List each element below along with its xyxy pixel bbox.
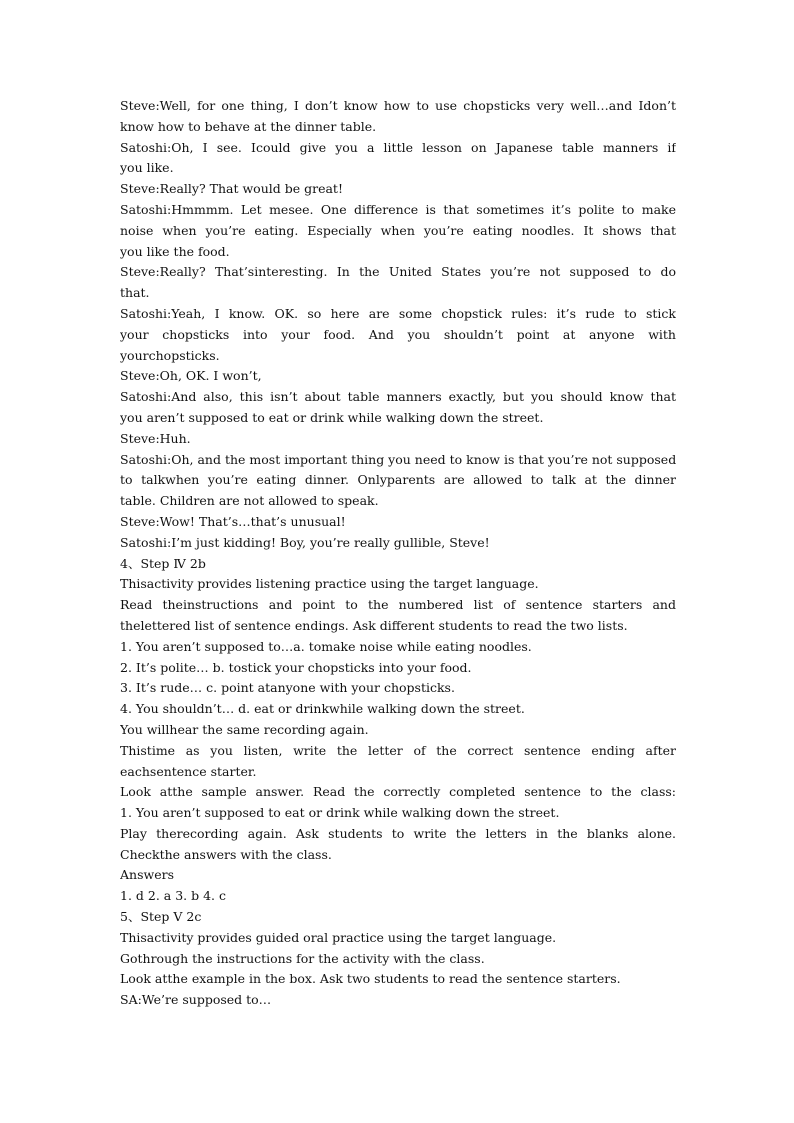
text-line: 1. You aren’t supposed to eat or drink while walking down the street.: [120, 805, 560, 821]
text-line: that.: [120, 285, 150, 301]
text-line: Read theinstructions and point to the numbered list of sentence starters and: [120, 597, 676, 613]
text-line: thelettered list of sentence endings. Ask different students to read the two lists.: [120, 617, 628, 633]
text-line: Steve:Huh.: [120, 430, 191, 446]
text-line: Steve:Oh, OK. I won’t,: [120, 368, 262, 384]
text-line: Satoshi:And also, this isn’t about table manners exactly, but you should know that: [120, 389, 676, 405]
answers-heading: Answers: [120, 867, 174, 883]
text-line: Thisactivity provides listening practice using the target language.: [120, 576, 539, 592]
text-line: Satoshi:I’m just kidding! Boy, you’re really gullible, Steve!: [120, 534, 490, 550]
text-line: SA:We’re supposed to…: [120, 992, 272, 1008]
text-line: you like.: [120, 160, 174, 176]
text-line: know how to behave at the dinner table.: [120, 118, 377, 134]
text-line: you like the food.: [120, 243, 230, 259]
text-line: Steve:Really? That would be great!: [120, 181, 343, 197]
text-line: Steve:Wow! That’s…that’s unusual!: [120, 513, 346, 529]
list-item: 3. It’s rude… c. point atanyone with your chopsticks.: [120, 680, 455, 696]
answers-line: 1. d 2. a 3. b 4. c: [120, 888, 226, 904]
text-line: Checkthe answers with the class.: [120, 846, 332, 862]
list-item: 4. You shouldn’t… d. eat or drinkwhile walking down the street.: [120, 701, 525, 717]
text-line: Look atthe example in the box. Ask two students to read the sentence starters.: [120, 971, 621, 987]
text-line: eachsentence starter.: [120, 763, 257, 779]
section-heading: 5、Step Ⅴ 2c: [120, 909, 202, 925]
text-line: Thistime as you listen, write the letter of the correct sentence ending after: [120, 742, 676, 758]
text-line: your chopsticks into your food. And you shouldn’t point at anyone with: [120, 326, 676, 342]
text-line: Gothrough the instructions for the activity with the class.: [120, 950, 485, 966]
text-line: you aren’t supposed to eat or drink while walking down the street.: [120, 409, 544, 425]
text-line: Thisactivity provides guided oral practice using the target language.: [120, 929, 557, 945]
list-item: 1. You aren’t supposed to…a. tomake noise while eating noodles.: [120, 638, 532, 654]
list-item: 2. It’s polite… b. tostick your chopsticks into your food.: [120, 659, 472, 675]
section-heading: 4、Step Ⅳ 2b: [120, 555, 206, 571]
text-line: Look atthe sample answer. Read the correctly completed sentence to the class:: [120, 784, 676, 800]
text-line: yourchopsticks.: [120, 347, 220, 363]
document-body: [120, 96, 676, 1011]
text-line: Satoshi:Yeah, I know. OK. so here are some chopstick rules: it’s rude to stick: [120, 305, 676, 321]
text-line: You willhear the same recording again.: [120, 721, 369, 737]
text-line: table. Children are not allowed to speak.: [120, 493, 379, 509]
text-line: to talkwhen you’re eating dinner. Onlyparents are allowed to talk at the dinner: [120, 472, 676, 488]
text-line: Satoshi:Oh, and the most important thing you need to know is that you’re not supposed: [120, 451, 676, 467]
text-line: Satoshi:Hmmmm. Let mesee. One difference is that sometimes it’s polite to make: [120, 201, 676, 217]
text-line: Satoshi:Oh, I see. Icould give you a little lesson on Japanese table manners if: [120, 139, 676, 155]
text-line: noise when you’re eating. Especially when you’re eating noodles. It shows that: [120, 222, 676, 238]
text-line: Steve:Well, for one thing, I don’t know how to use chopsticks very well…and Idon’t: [120, 98, 676, 113]
text-line: Steve:Really? That’sinteresting. In the United States you’re not supposed to do: [120, 264, 676, 280]
text-line: Play therecording again. Ask students to write the letters in the blanks alone.: [120, 825, 676, 841]
